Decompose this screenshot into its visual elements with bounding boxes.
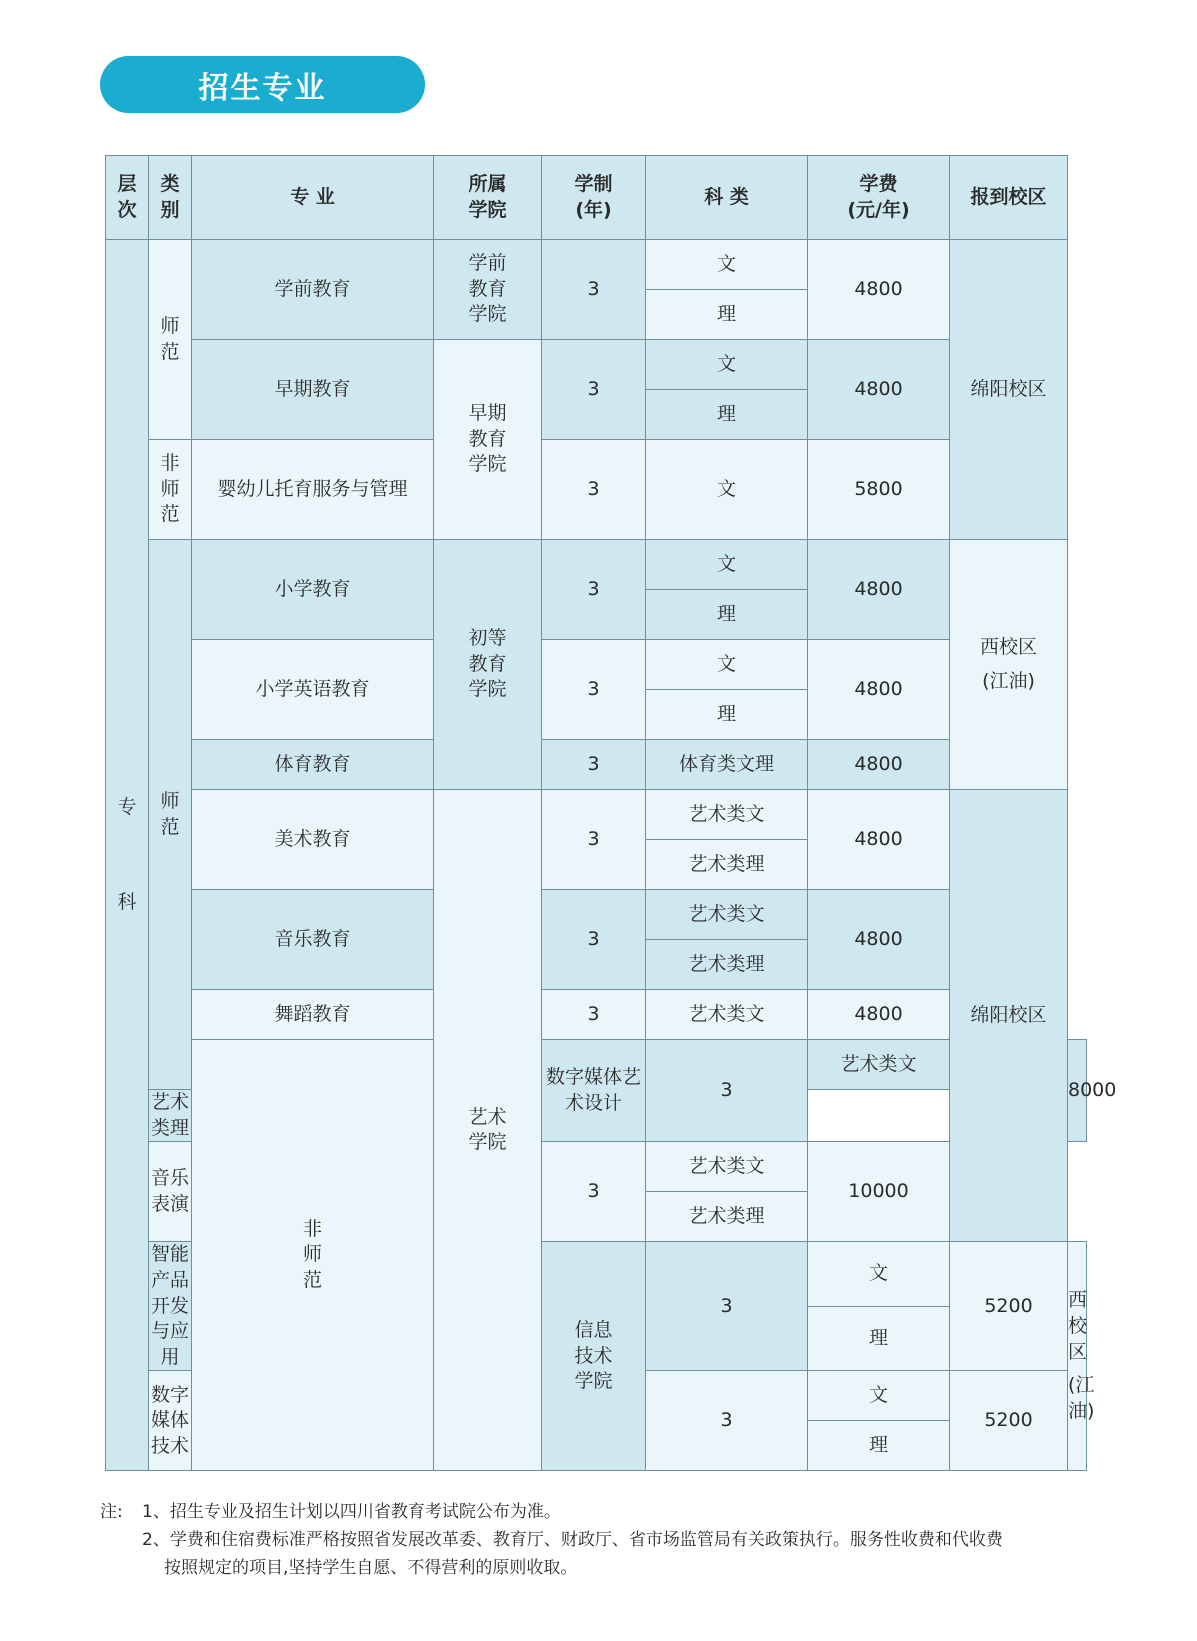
college-cell: 艺术 学院	[434, 790, 542, 1471]
years-cell: 3	[646, 1242, 808, 1371]
subject-cell: 理	[808, 1306, 950, 1371]
campus-west-line1: 西校区	[1068, 1289, 1088, 1363]
subject-cell: 体育类文理	[646, 740, 808, 790]
fee-cell: 4800	[808, 890, 950, 990]
table-header-row	[106, 156, 1087, 240]
major-cell: 早期教育	[192, 340, 434, 440]
header-type: 类 别	[149, 156, 192, 240]
subject-cell: 文	[646, 640, 808, 690]
campus-west-line2: (江油)	[982, 669, 1035, 692]
subject-cell: 文	[646, 340, 808, 390]
fee-cell: 4800	[808, 640, 950, 740]
section-title: 招生专业	[198, 70, 327, 106]
campus-cell	[1068, 1242, 1095, 1471]
years-cell: 3	[542, 440, 646, 540]
fee-cell: 4800	[808, 240, 950, 340]
table-row	[106, 640, 1087, 690]
table-row	[106, 740, 1087, 790]
years-cell: 3	[542, 890, 646, 990]
campus-west-line2: (江油)	[1068, 1374, 1095, 1422]
note-item: 2、学费和住宿费标准严格按照省发展改革委、教育厅、财政厅、省市场监管局有关政策执行。服务性收费和代收费	[142, 1530, 1003, 1550]
fee-cell: 5200	[950, 1371, 1068, 1471]
major-cell: 小学教育	[192, 540, 434, 640]
header-fee: 学费 (元/年)	[808, 156, 950, 240]
table-row	[106, 340, 1087, 390]
major-cell: 数字媒体技术	[149, 1371, 192, 1471]
table-row	[106, 790, 1087, 840]
note-row	[100, 1498, 1120, 1526]
campus-west-line1: 西校区	[979, 635, 1037, 658]
type-cell-normal: 师 范	[149, 240, 192, 440]
major-cell: 音乐教育	[192, 890, 434, 990]
fee-cell: 10000	[808, 1142, 950, 1242]
major-cell: 舞蹈教育	[192, 990, 434, 1040]
years-cell: 3	[542, 990, 646, 1040]
fee-cell: 5200	[950, 1242, 1068, 1371]
note-label: 注:	[100, 1502, 123, 1522]
subject-cell: 理	[808, 1421, 950, 1471]
subject-cell: 理	[646, 290, 808, 340]
subject-cell: 艺术类文	[646, 890, 808, 940]
table-row	[106, 990, 1087, 1040]
major-cell: 体育教育	[192, 740, 434, 790]
major-cell: 音乐表演	[149, 1142, 192, 1242]
subject-cell: 艺术类理	[149, 1090, 192, 1142]
table-row	[106, 540, 1087, 590]
major-cell: 小学英语教育	[192, 640, 434, 740]
years-cell: 3	[542, 1142, 646, 1242]
fee-cell: 5800	[808, 440, 950, 540]
campus-cell: 绵阳校区	[950, 240, 1068, 540]
subject-cell: 艺术类文	[808, 1040, 950, 1090]
years-cell: 3	[542, 640, 646, 740]
fee-cell: 4800	[808, 790, 950, 890]
college-cell: 学前 教育 学院	[434, 240, 542, 340]
years-cell: 3	[542, 790, 646, 890]
type-cell-normal: 师 范	[149, 540, 192, 1090]
level-cell: 专 科	[106, 240, 149, 1471]
header-campus: 报到校区	[950, 156, 1068, 240]
years-cell: 3	[542, 740, 646, 790]
years-cell: 3	[542, 340, 646, 440]
fee-cell: 4800	[808, 540, 950, 640]
subject-cell: 艺术类理	[646, 840, 808, 890]
major-cell: 婴幼儿托育服务与管理	[192, 440, 434, 540]
header-years: 学制 (年)	[542, 156, 646, 240]
subject-cell: 艺术类理	[646, 1192, 808, 1242]
majors-table	[105, 155, 1117, 1471]
table-row	[106, 440, 1087, 540]
type-cell-non-normal: 非 师 范	[192, 1040, 434, 1471]
subject-cell: 艺术类理	[646, 940, 808, 990]
fee-cell: 4800	[808, 990, 950, 1040]
subject-cell: 艺术类文	[646, 1142, 808, 1192]
college-cell: 信息 技术 学院	[542, 1242, 646, 1471]
subject-cell: 文	[646, 440, 808, 540]
years-cell: 3	[646, 1371, 808, 1471]
note-item: 按照规定的项目,坚持学生自愿、不得营利的原则收取。	[164, 1558, 578, 1578]
subject-cell: 文	[646, 540, 808, 590]
header-college: 所属 学院	[434, 156, 542, 240]
subject-cell: 文	[646, 240, 808, 290]
major-cell: 数字媒体艺术设计	[542, 1040, 646, 1142]
header-level: 层 次	[106, 156, 149, 240]
table-row	[106, 1040, 1087, 1090]
subject-cell: 理	[646, 390, 808, 440]
section-title-banner	[100, 56, 425, 113]
subject-cell: 文	[808, 1242, 950, 1307]
years-cell: 3	[542, 240, 646, 340]
note-item: 1、招生专业及招生计划以四川省教育考试院公布为准。	[142, 1502, 561, 1522]
type-cell-non-normal: 非 师 范	[149, 440, 192, 540]
subject-cell: 理	[646, 590, 808, 640]
subject-cell: 艺术类文	[646, 790, 808, 840]
campus-cell: 绵阳校区	[950, 790, 1068, 1242]
years-cell: 3	[542, 540, 646, 640]
header-subject: 科 类	[646, 156, 808, 240]
college-cell: 早期 教育 学院	[434, 340, 542, 540]
college-cell: 初等 教育 学院	[434, 540, 542, 790]
header-major: 专 业	[192, 156, 434, 240]
major-cell: 美术教育	[192, 790, 434, 890]
subject-cell: 艺术类文	[646, 990, 808, 1040]
years-cell: 3	[646, 1040, 808, 1142]
table-row	[106, 240, 1087, 290]
major-cell: 智能产品开发与应用	[149, 1242, 192, 1371]
major-cell: 学前教育	[192, 240, 434, 340]
footnotes	[100, 1498, 1120, 1582]
fee-cell: 8000	[1068, 1040, 1087, 1142]
fee-cell: 4800	[808, 340, 950, 440]
subject-cell: 文	[808, 1371, 950, 1421]
campus-cell	[950, 540, 1068, 790]
fee-cell: 4800	[808, 740, 950, 790]
subject-cell: 理	[646, 690, 808, 740]
table-row	[106, 890, 1087, 940]
